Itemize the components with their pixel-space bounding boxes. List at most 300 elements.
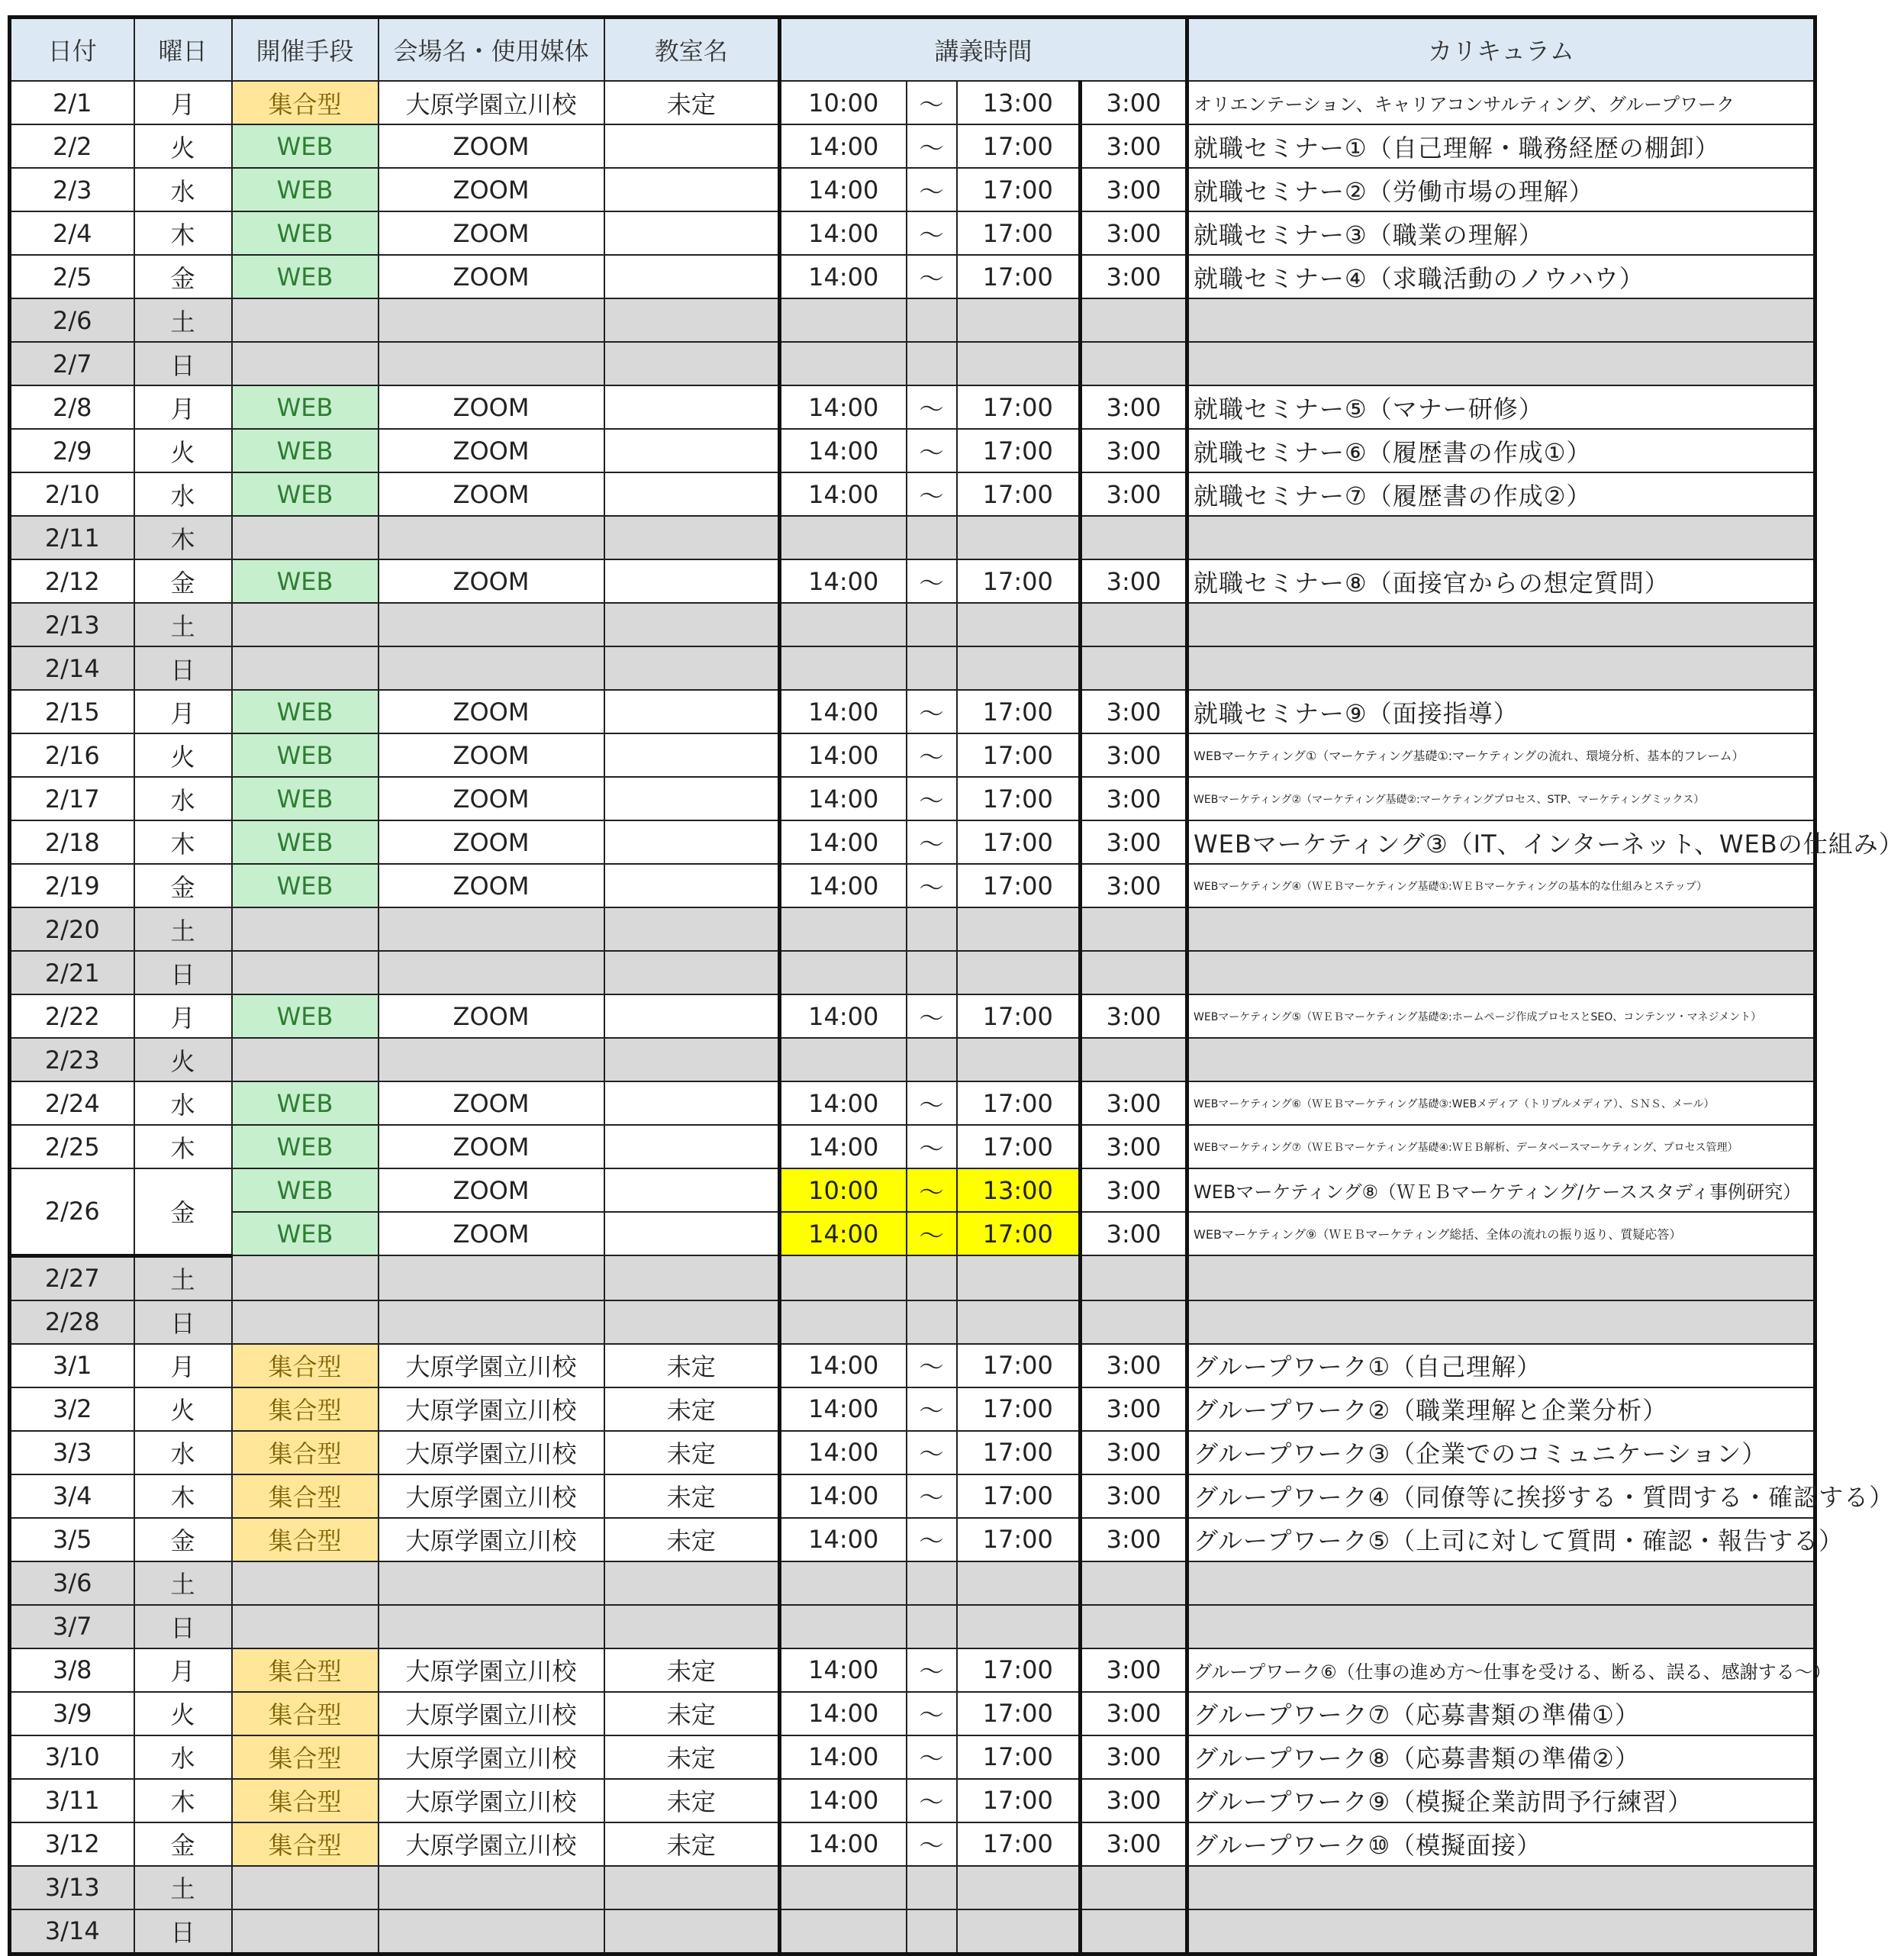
duration-cell: 3:00: [1081, 1735, 1187, 1779]
start-time-cell: 14:00: [780, 1735, 907, 1779]
curriculum-cell: グループワーク④（同僚等に挨拶する・質問する・確認する）: [1187, 1474, 1815, 1518]
room-cell: 未定: [604, 1692, 780, 1735]
curriculum-cell: [1187, 516, 1815, 559]
table-row: [10, 1212, 1815, 1255]
curriculum-cell: [1187, 342, 1815, 385]
start-time-cell: 14:00: [780, 1387, 907, 1431]
weekday-cell: 木: [134, 1125, 232, 1168]
start-time-cell: 14:00: [780, 1648, 907, 1692]
tilde-cell: ～: [907, 385, 957, 429]
weekday-cell: 月: [134, 385, 232, 429]
room-cell: [604, 690, 780, 733]
date-cell: 2/8: [10, 385, 134, 429]
end-time-cell: [957, 1561, 1081, 1605]
end-time-cell: [957, 1605, 1081, 1648]
curriculum-cell: 就職セミナー①（自己理解・職務経歴の棚卸）: [1187, 124, 1815, 168]
end-time-cell: [957, 342, 1081, 385]
tilde-cell: ～: [907, 255, 957, 298]
curriculum-cell: [1187, 1561, 1815, 1605]
room-cell: [604, 733, 780, 777]
tilde-cell: ～: [907, 1822, 957, 1866]
curriculum-cell: 就職セミナー⑦（履歴書の作成②）: [1187, 472, 1815, 516]
end-time-cell: 17:00: [957, 472, 1081, 516]
table-row: [10, 211, 1815, 255]
venue-cell: [379, 1561, 604, 1605]
end-time-cell: 17:00: [957, 1474, 1081, 1518]
delivery-mode-cell: WEB: [232, 864, 379, 907]
weekday-cell: 木: [134, 211, 232, 255]
table-row: [10, 864, 1815, 907]
table-row: [10, 385, 1815, 429]
delivery-mode-cell: [232, 1038, 379, 1081]
weekday-cell: 水: [134, 1735, 232, 1779]
start-time-cell: 14:00: [780, 733, 907, 777]
end-time-cell: 17:00: [957, 429, 1081, 472]
date-cell: 3/4: [10, 1474, 134, 1518]
weekday-cell: 木: [134, 1779, 232, 1822]
duration-cell: [1081, 1300, 1187, 1344]
duration-cell: [1081, 603, 1187, 646]
end-time-cell: [957, 298, 1081, 342]
venue-cell: ZOOM: [379, 385, 604, 429]
room-cell: [604, 559, 780, 603]
header-weekday: 曜日: [134, 18, 232, 82]
start-time-cell: 14:00: [780, 820, 907, 864]
weekday-cell: 金: [134, 864, 232, 907]
room-cell: [604, 255, 780, 298]
venue-cell: ZOOM: [379, 733, 604, 777]
curriculum-cell: 就職セミナー⑧（面接官からの想定質問）: [1187, 559, 1815, 603]
table-row: [10, 516, 1815, 559]
room-cell: [604, 298, 780, 342]
start-time-cell: [780, 1561, 907, 1605]
curriculum-cell: [1187, 603, 1815, 646]
venue-cell: [379, 907, 604, 951]
room-cell: [604, 1212, 780, 1255]
tilde-cell: ～: [907, 168, 957, 211]
duration-cell: 3:00: [1081, 255, 1187, 298]
room-cell: [604, 211, 780, 255]
table-row: [10, 1909, 1815, 1954]
date-cell: 3/11: [10, 1779, 134, 1822]
header-venue: 会場名・使用媒体: [379, 18, 604, 82]
table-row: [10, 1648, 1815, 1692]
curriculum-cell: WEBマーケティング⑨（ＷＥＢマーケティング総括、全体の流れの振り返り、質疑応答）: [1187, 1212, 1815, 1255]
date-cell: 2/12: [10, 559, 134, 603]
delivery-mode-cell: WEB: [232, 690, 379, 733]
date-cell: 2/27: [10, 1255, 134, 1300]
tilde-cell: ～: [907, 1168, 957, 1212]
room-cell: [604, 516, 780, 559]
venue-cell: ZOOM: [379, 777, 604, 820]
delivery-mode-cell: [232, 907, 379, 951]
venue-cell: ZOOM: [379, 559, 604, 603]
start-time-cell: 14:00: [780, 1518, 907, 1561]
weekday-cell: 火: [134, 1692, 232, 1735]
room-cell: [604, 168, 780, 211]
room-cell: [604, 385, 780, 429]
end-time-cell: 17:00: [957, 124, 1081, 168]
weekday-cell: 月: [134, 690, 232, 733]
delivery-mode-cell: WEB: [232, 385, 379, 429]
tilde-cell: [907, 951, 957, 994]
end-time-cell: 17:00: [957, 994, 1081, 1038]
end-time-cell: 17:00: [957, 1212, 1081, 1255]
end-time-cell: 17:00: [957, 733, 1081, 777]
room-cell: [604, 1866, 780, 1909]
tilde-cell: ～: [907, 1648, 957, 1692]
date-cell: 2/5: [10, 255, 134, 298]
duration-cell: 3:00: [1081, 1125, 1187, 1168]
curriculum-cell: [1187, 1038, 1815, 1081]
weekday-cell: 月: [134, 1344, 232, 1387]
venue-cell: ZOOM: [379, 429, 604, 472]
duration-cell: 3:00: [1081, 1474, 1187, 1518]
weekday-cell: 水: [134, 472, 232, 516]
delivery-mode-cell: WEB: [232, 733, 379, 777]
duration-cell: [1081, 516, 1187, 559]
room-cell: [604, 124, 780, 168]
tilde-cell: [907, 603, 957, 646]
venue-cell: ZOOM: [379, 255, 604, 298]
delivery-mode-cell: 集合型: [232, 1692, 379, 1735]
curriculum-cell: [1187, 1909, 1815, 1954]
tilde-cell: ～: [907, 81, 957, 124]
venue-cell: ZOOM: [379, 994, 604, 1038]
curriculum-cell: [1187, 1866, 1815, 1909]
end-time-cell: 17:00: [957, 777, 1081, 820]
delivery-mode-cell: WEB: [232, 1168, 379, 1212]
room-cell: 未定: [604, 1387, 780, 1431]
room-cell: [604, 777, 780, 820]
venue-cell: ZOOM: [379, 124, 604, 168]
start-time-cell: 14:00: [780, 385, 907, 429]
venue-cell: ZOOM: [379, 472, 604, 516]
room-cell: 未定: [604, 1431, 780, 1474]
date-cell: 3/9: [10, 1692, 134, 1735]
weekday-cell: 土: [134, 1866, 232, 1909]
start-time-cell: 14:00: [780, 690, 907, 733]
date-cell: 2/1: [10, 81, 134, 124]
table-row: [10, 342, 1815, 385]
start-time-cell: [780, 951, 907, 994]
room-cell: [604, 646, 780, 690]
duration-cell: [1081, 1909, 1187, 1954]
end-time-cell: [957, 951, 1081, 994]
schedule-body: [10, 81, 1904, 1954]
start-time-cell: 14:00: [780, 864, 907, 907]
weekday-cell: 木: [134, 516, 232, 559]
duration-cell: 3:00: [1081, 820, 1187, 864]
date-cell: 2/20: [10, 907, 134, 951]
venue-cell: [379, 1300, 604, 1344]
delivery-mode-cell: 集合型: [232, 1387, 379, 1431]
duration-cell: 3:00: [1081, 472, 1187, 516]
room-cell: 未定: [604, 1518, 780, 1561]
end-time-cell: 13:00: [957, 81, 1081, 124]
start-time-cell: 14:00: [780, 1474, 907, 1518]
room-cell: [604, 342, 780, 385]
table-row: [10, 1387, 1815, 1431]
tilde-cell: ～: [907, 1125, 957, 1168]
venue-cell: ZOOM: [379, 690, 604, 733]
tilde-cell: ～: [907, 559, 957, 603]
date-cell: 3/14: [10, 1909, 134, 1954]
venue-cell: 大原学園立川校: [379, 81, 604, 124]
weekday-cell: 金: [134, 1822, 232, 1866]
duration-cell: [1081, 646, 1187, 690]
end-time-cell: 17:00: [957, 820, 1081, 864]
venue-cell: ZOOM: [379, 168, 604, 211]
table-row: [10, 1779, 1815, 1822]
venue-cell: [379, 603, 604, 646]
delivery-mode-cell: WEB: [232, 1081, 379, 1125]
duration-cell: [1081, 1255, 1187, 1300]
duration-cell: 3:00: [1081, 168, 1187, 211]
curriculum-cell: オリエンテーション、キャリアコンサルティング、グループワーク: [1187, 81, 1815, 124]
start-time-cell: [780, 1909, 907, 1954]
weekday-cell: 日: [134, 342, 232, 385]
start-time-cell: [780, 1255, 907, 1300]
curriculum-cell: グループワーク②（職業理解と企業分析）: [1187, 1387, 1815, 1431]
curriculum-cell: WEBマーケティング⑧（ＷＥＢマーケティング/ケーススタディ事例研究）: [1187, 1168, 1815, 1212]
delivery-mode-cell: WEB: [232, 124, 379, 168]
delivery-mode-cell: [232, 1909, 379, 1954]
table-row: [10, 690, 1815, 733]
tilde-cell: ～: [907, 1735, 957, 1779]
end-time-cell: [957, 1038, 1081, 1081]
duration-cell: 3:00: [1081, 733, 1187, 777]
tilde-cell: ～: [907, 1431, 957, 1474]
curriculum-cell: グループワーク⑩（模擬面接）: [1187, 1822, 1815, 1866]
table-row: [10, 1822, 1815, 1866]
duration-cell: 3:00: [1081, 81, 1187, 124]
date-cell: 2/23: [10, 1038, 134, 1081]
delivery-mode-cell: 集合型: [232, 1822, 379, 1866]
venue-cell: ZOOM: [379, 1081, 604, 1125]
delivery-mode-cell: WEB: [232, 1125, 379, 1168]
curriculum-cell: [1187, 951, 1815, 994]
start-time-cell: [780, 1300, 907, 1344]
start-time-cell: 14:00: [780, 994, 907, 1038]
tilde-cell: [907, 1255, 957, 1300]
curriculum-cell: [1187, 1300, 1815, 1344]
duration-cell: 3:00: [1081, 1212, 1187, 1255]
weekday-cell: 土: [134, 1561, 232, 1605]
room-cell: [604, 1909, 780, 1954]
room-cell: [604, 1081, 780, 1125]
delivery-mode-cell: [232, 1605, 379, 1648]
delivery-mode-cell: 集合型: [232, 1344, 379, 1387]
duration-cell: [1081, 298, 1187, 342]
table-row: [10, 1692, 1815, 1735]
venue-cell: ZOOM: [379, 820, 604, 864]
duration-cell: [1081, 1605, 1187, 1648]
date-cell: 2/10: [10, 472, 134, 516]
tilde-cell: [907, 646, 957, 690]
delivery-mode-cell: WEB: [232, 211, 379, 255]
curriculum-cell: 就職セミナー②（労働市場の理解）: [1187, 168, 1815, 211]
weekday-cell: 土: [134, 603, 232, 646]
table-row: [10, 1168, 1815, 1212]
date-cell: 2/28: [10, 1300, 134, 1344]
header-lecture-time: 講義時間: [780, 18, 1187, 82]
end-time-cell: 17:00: [957, 1648, 1081, 1692]
room-cell: [604, 907, 780, 951]
room-cell: 未定: [604, 1822, 780, 1866]
duration-cell: 3:00: [1081, 1387, 1187, 1431]
table-row: [10, 1344, 1815, 1387]
weekday-cell: 水: [134, 168, 232, 211]
curriculum-cell: グループワーク⑨（模擬企業訪問予行練習）: [1187, 1779, 1815, 1822]
delivery-mode-cell: WEB: [232, 1212, 379, 1255]
curriculum-cell: WEBマーケティング⑦（ＷＥＢマーケティング基礎④:ＷＥＢ解析、データベースマーケティング、プロセス管理）: [1187, 1125, 1815, 1168]
room-cell: [604, 603, 780, 646]
curriculum-cell: 就職セミナー⑨（面接指導）: [1187, 690, 1815, 733]
tilde-cell: ～: [907, 1692, 957, 1735]
table-row: [10, 168, 1815, 211]
start-time-cell: 14:00: [780, 472, 907, 516]
weekday-cell: 金: [134, 559, 232, 603]
end-time-cell: 17:00: [957, 1822, 1081, 1866]
curriculum-cell: [1187, 646, 1815, 690]
weekday-cell: 日: [134, 1909, 232, 1954]
venue-cell: ZOOM: [379, 211, 604, 255]
date-cell: 3/3: [10, 1431, 134, 1474]
curriculum-cell: WEBマーケティング⑥（ＷＥＢマーケティング基礎③:WEBメディア（トリプルメディア）、ＳＮＳ、メール）: [1187, 1081, 1815, 1125]
table-row: [10, 777, 1815, 820]
venue-cell: [379, 1038, 604, 1081]
room-cell: 未定: [604, 1474, 780, 1518]
curriculum-cell: グループワーク⑧（応募書類の準備②）: [1187, 1735, 1815, 1779]
date-cell: 2/7: [10, 342, 134, 385]
duration-cell: 3:00: [1081, 385, 1187, 429]
date-cell: 2/9: [10, 429, 134, 472]
tilde-cell: ～: [907, 1081, 957, 1125]
delivery-mode-cell: 集合型: [232, 1518, 379, 1561]
curriculum-cell: [1187, 1255, 1815, 1300]
venue-cell: 大原学園立川校: [379, 1474, 604, 1518]
date-cell: 2/17: [10, 777, 134, 820]
start-time-cell: [780, 1866, 907, 1909]
room-cell: [604, 1168, 780, 1212]
weekday-cell: 金: [134, 1518, 232, 1561]
delivery-mode-cell: WEB: [232, 429, 379, 472]
date-cell: 2/14: [10, 646, 134, 690]
date-cell: 2/11: [10, 516, 134, 559]
start-time-cell: 14:00: [780, 1344, 907, 1387]
end-time-cell: [957, 603, 1081, 646]
duration-cell: 3:00: [1081, 124, 1187, 168]
table-row: [10, 1038, 1815, 1081]
end-time-cell: 17:00: [957, 1431, 1081, 1474]
weekday-cell: 木: [134, 1474, 232, 1518]
curriculum-cell: [1187, 1605, 1815, 1648]
tilde-cell: ～: [907, 211, 957, 255]
duration-cell: [1081, 1561, 1187, 1605]
room-cell: [604, 951, 780, 994]
table-row: [10, 603, 1815, 646]
venue-cell: 大原学園立川校: [379, 1822, 604, 1866]
start-time-cell: 14:00: [780, 1125, 907, 1168]
end-time-cell: 17:00: [957, 1735, 1081, 1779]
date-cell: 2/13: [10, 603, 134, 646]
room-cell: 未定: [604, 1648, 780, 1692]
room-cell: [604, 1038, 780, 1081]
delivery-mode-cell: WEB: [232, 168, 379, 211]
venue-cell: [379, 1909, 604, 1954]
tilde-cell: ～: [907, 429, 957, 472]
start-time-cell: 14:00: [780, 1692, 907, 1735]
room-cell: 未定: [604, 1344, 780, 1387]
venue-cell: ZOOM: [379, 1125, 604, 1168]
duration-cell: 3:00: [1081, 1518, 1187, 1561]
end-time-cell: 17:00: [957, 690, 1081, 733]
table-row: [10, 646, 1815, 690]
tilde-cell: [907, 1561, 957, 1605]
date-cell: 2/3: [10, 168, 134, 211]
room-cell: [604, 472, 780, 516]
weekday-cell: 木: [134, 820, 232, 864]
weekday-cell: 火: [134, 429, 232, 472]
start-time-cell: 14:00: [780, 1779, 907, 1822]
venue-cell: ZOOM: [379, 1212, 604, 1255]
tilde-cell: ～: [907, 124, 957, 168]
table-row: [10, 820, 1815, 864]
tilde-cell: ～: [907, 690, 957, 733]
tilde-cell: ～: [907, 733, 957, 777]
weekday-cell: 土: [134, 298, 232, 342]
venue-cell: [379, 1866, 604, 1909]
curriculum-cell: WEBマーケティング③（IT、インターネット、WEBの仕組み）: [1187, 820, 1815, 864]
venue-cell: ZOOM: [379, 1168, 604, 1212]
duration-cell: 3:00: [1081, 777, 1187, 820]
duration-cell: [1081, 1038, 1187, 1081]
start-time-cell: 10:00: [780, 1168, 907, 1212]
duration-cell: 3:00: [1081, 559, 1187, 603]
duration-cell: 3:00: [1081, 211, 1187, 255]
table-row: [10, 1125, 1815, 1168]
venue-cell: 大原学園立川校: [379, 1518, 604, 1561]
end-time-cell: 17:00: [957, 168, 1081, 211]
start-time-cell: 14:00: [780, 211, 907, 255]
venue-cell: [379, 342, 604, 385]
end-time-cell: [957, 1909, 1081, 1954]
table-row: [10, 994, 1815, 1038]
duration-cell: 3:00: [1081, 1431, 1187, 1474]
date-cell: 3/10: [10, 1735, 134, 1779]
table-row: [10, 1081, 1815, 1125]
tilde-cell: ～: [907, 1518, 957, 1561]
delivery-mode-cell: [232, 1255, 379, 1300]
delivery-mode-cell: WEB: [232, 777, 379, 820]
date-cell: 2/19: [10, 864, 134, 907]
table-row: [10, 1561, 1815, 1605]
date-cell: 2/21: [10, 951, 134, 994]
delivery-mode-cell: [232, 1866, 379, 1909]
start-time-cell: 14:00: [780, 1822, 907, 1866]
venue-cell: 大原学園立川校: [379, 1779, 604, 1822]
start-time-cell: [780, 1038, 907, 1081]
tilde-cell: ～: [907, 1474, 957, 1518]
date-cell: 2/22: [10, 994, 134, 1038]
end-time-cell: [957, 516, 1081, 559]
venue-cell: 大原学園立川校: [379, 1735, 604, 1779]
table-row: [10, 559, 1815, 603]
table-row: [10, 1255, 1815, 1300]
curriculum-cell: WEBマーケティング⑤（ＷＥＢマーケティング基礎②:ホームページ作成プロセスとSEO、コンテンツ・マネジメント）: [1187, 994, 1815, 1038]
venue-cell: [379, 298, 604, 342]
